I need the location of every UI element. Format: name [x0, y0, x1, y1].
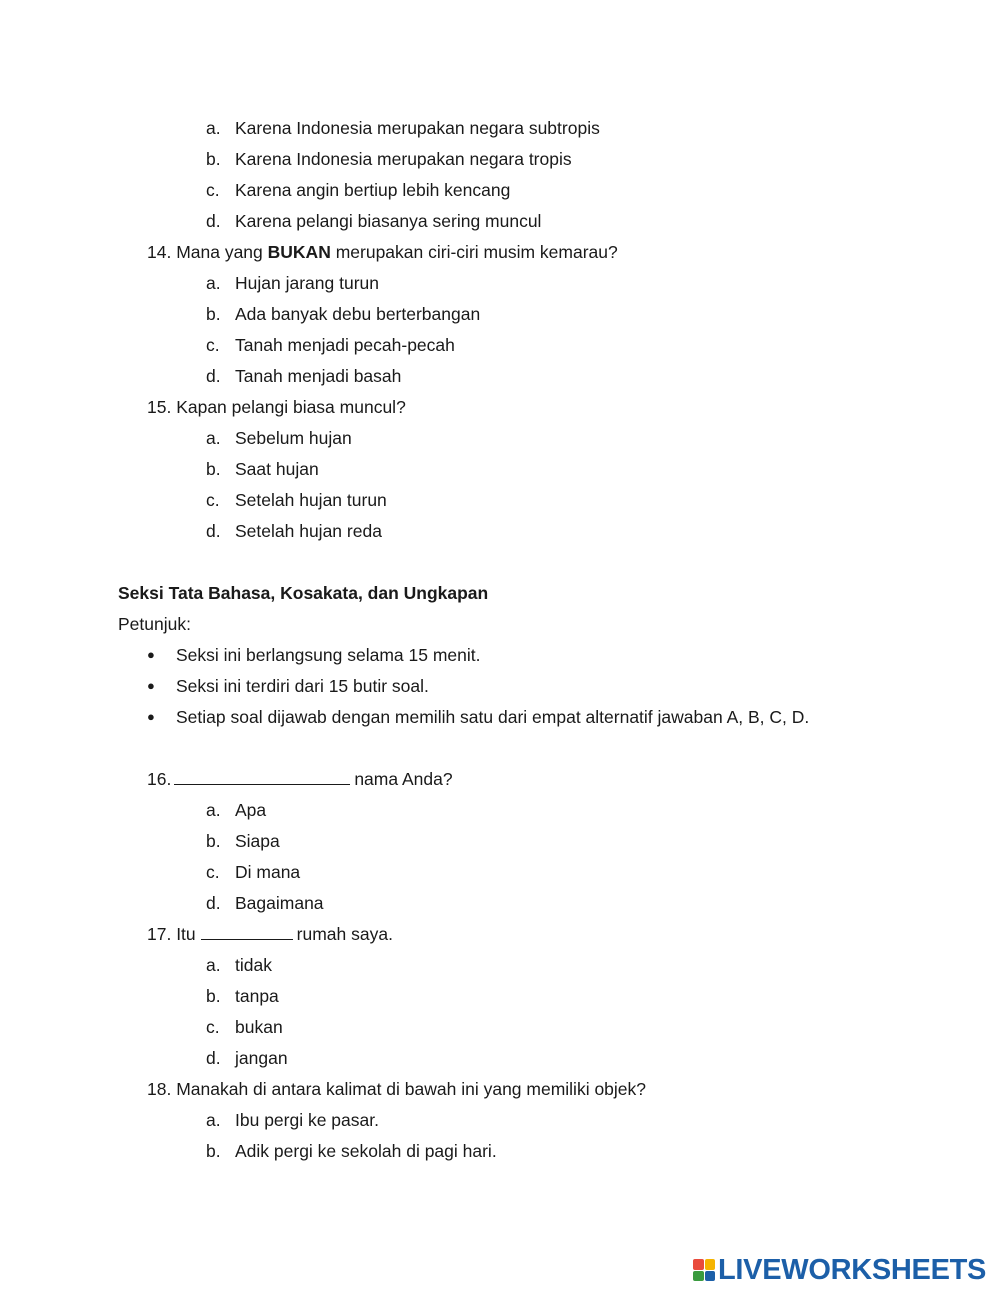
q16-suffix: nama Anda?	[354, 769, 453, 789]
option-letter: a.	[206, 1110, 221, 1130]
bullet-text: Seksi ini terdiri dari 15 butir soal.	[176, 676, 429, 696]
option-text: jangan	[235, 1048, 288, 1068]
q17-blank[interactable]	[201, 923, 293, 940]
bullet-icon: ●	[147, 678, 155, 693]
option-text: Setelah hujan reda	[235, 521, 382, 541]
option-letter: c.	[206, 1017, 220, 1037]
bullet-icon: ●	[147, 709, 155, 724]
option-letter: a.	[206, 428, 221, 448]
q14-prefix: 14. Mana yang	[147, 242, 268, 262]
option-text: Karena Indonesia merupakan negara subtropis	[235, 118, 600, 138]
option-letter: d.	[206, 1048, 221, 1068]
option-text: bukan	[235, 1017, 283, 1037]
option-letter: b.	[206, 1141, 221, 1161]
logo-mark-icon	[693, 1259, 715, 1281]
option-letter: d.	[206, 521, 221, 541]
q16-question	[147, 768, 453, 790]
option-text: Tanah menjadi pecah-pecah	[235, 335, 455, 355]
option-letter: a.	[206, 118, 221, 138]
liveworksheets-logo	[693, 1255, 986, 1285]
q14-suffix: merupakan ciri-ciri musim kemarau?	[330, 242, 618, 262]
q14-emphasis: BUKAN	[267, 242, 331, 262]
option-letter: c.	[206, 180, 220, 200]
option-letter: a.	[206, 800, 221, 820]
option-letter: b.	[206, 831, 221, 851]
option-letter: c.	[206, 862, 220, 882]
option-text: Tanah menjadi basah	[235, 366, 402, 386]
option-text: Hujan jarang turun	[235, 273, 379, 293]
option-letter: d.	[206, 211, 221, 231]
option-text: Karena Indonesia merupakan negara tropis	[235, 149, 572, 169]
q15-question: 15. Kapan pelangi biasa muncul?	[147, 397, 406, 417]
option-letter: b.	[206, 304, 221, 324]
option-letter: d.	[206, 893, 221, 913]
bullet-text: Setiap soal dijawab dengan memilih satu dari empat alternatif jawaban A, B, C, D.	[176, 707, 810, 727]
option-text: Adik pergi ke sekolah di pagi hari.	[235, 1141, 497, 1161]
q18-question: 18. Manakah di antara kalimat di bawah ini yang memiliki objek?	[147, 1079, 647, 1099]
q17-suffix: rumah saya.	[296, 924, 393, 944]
bullet-icon: ●	[147, 647, 155, 662]
q14-question	[147, 241, 618, 263]
q16-blank[interactable]	[174, 768, 350, 785]
option-text: Apa	[235, 800, 267, 820]
option-text: Karena pelangi biasanya sering muncul	[235, 211, 542, 231]
section-title: Seksi Tata Bahasa, Kosakata, dan Ungkapan	[118, 583, 489, 603]
option-text: Sebelum hujan	[235, 428, 352, 448]
option-text: tanpa	[235, 986, 279, 1006]
option-letter: a.	[206, 955, 221, 975]
q17-prefix: 17. Itu	[147, 924, 196, 944]
option-text: Bagaimana	[235, 893, 324, 913]
q16-number: 16.	[147, 769, 172, 789]
option-text: Di mana	[235, 862, 301, 882]
option-letter: d.	[206, 366, 221, 386]
option-text: Setelah hujan turun	[235, 490, 387, 510]
option-letter: c.	[206, 490, 220, 510]
option-letter: b.	[206, 459, 221, 479]
logo-text: LIVEWORKSHEETS	[718, 1253, 987, 1286]
option-letter: a.	[206, 273, 221, 293]
option-text: Siapa	[235, 831, 280, 851]
instruction-label: Petunjuk:	[118, 614, 191, 634]
option-text: Ada banyak debu berterbangan	[235, 304, 481, 324]
bullet-text: Seksi ini berlangsung selama 15 menit.	[176, 645, 481, 665]
option-letter: b.	[206, 149, 221, 169]
option-text: tidak	[235, 955, 272, 975]
option-text: Saat hujan	[235, 459, 319, 479]
option-text: Ibu pergi ke pasar.	[235, 1110, 379, 1130]
option-letter: b.	[206, 986, 221, 1006]
option-text: Karena angin bertiup lebih kencang	[235, 180, 511, 200]
q17-question	[147, 923, 393, 945]
option-letter: c.	[206, 335, 220, 355]
